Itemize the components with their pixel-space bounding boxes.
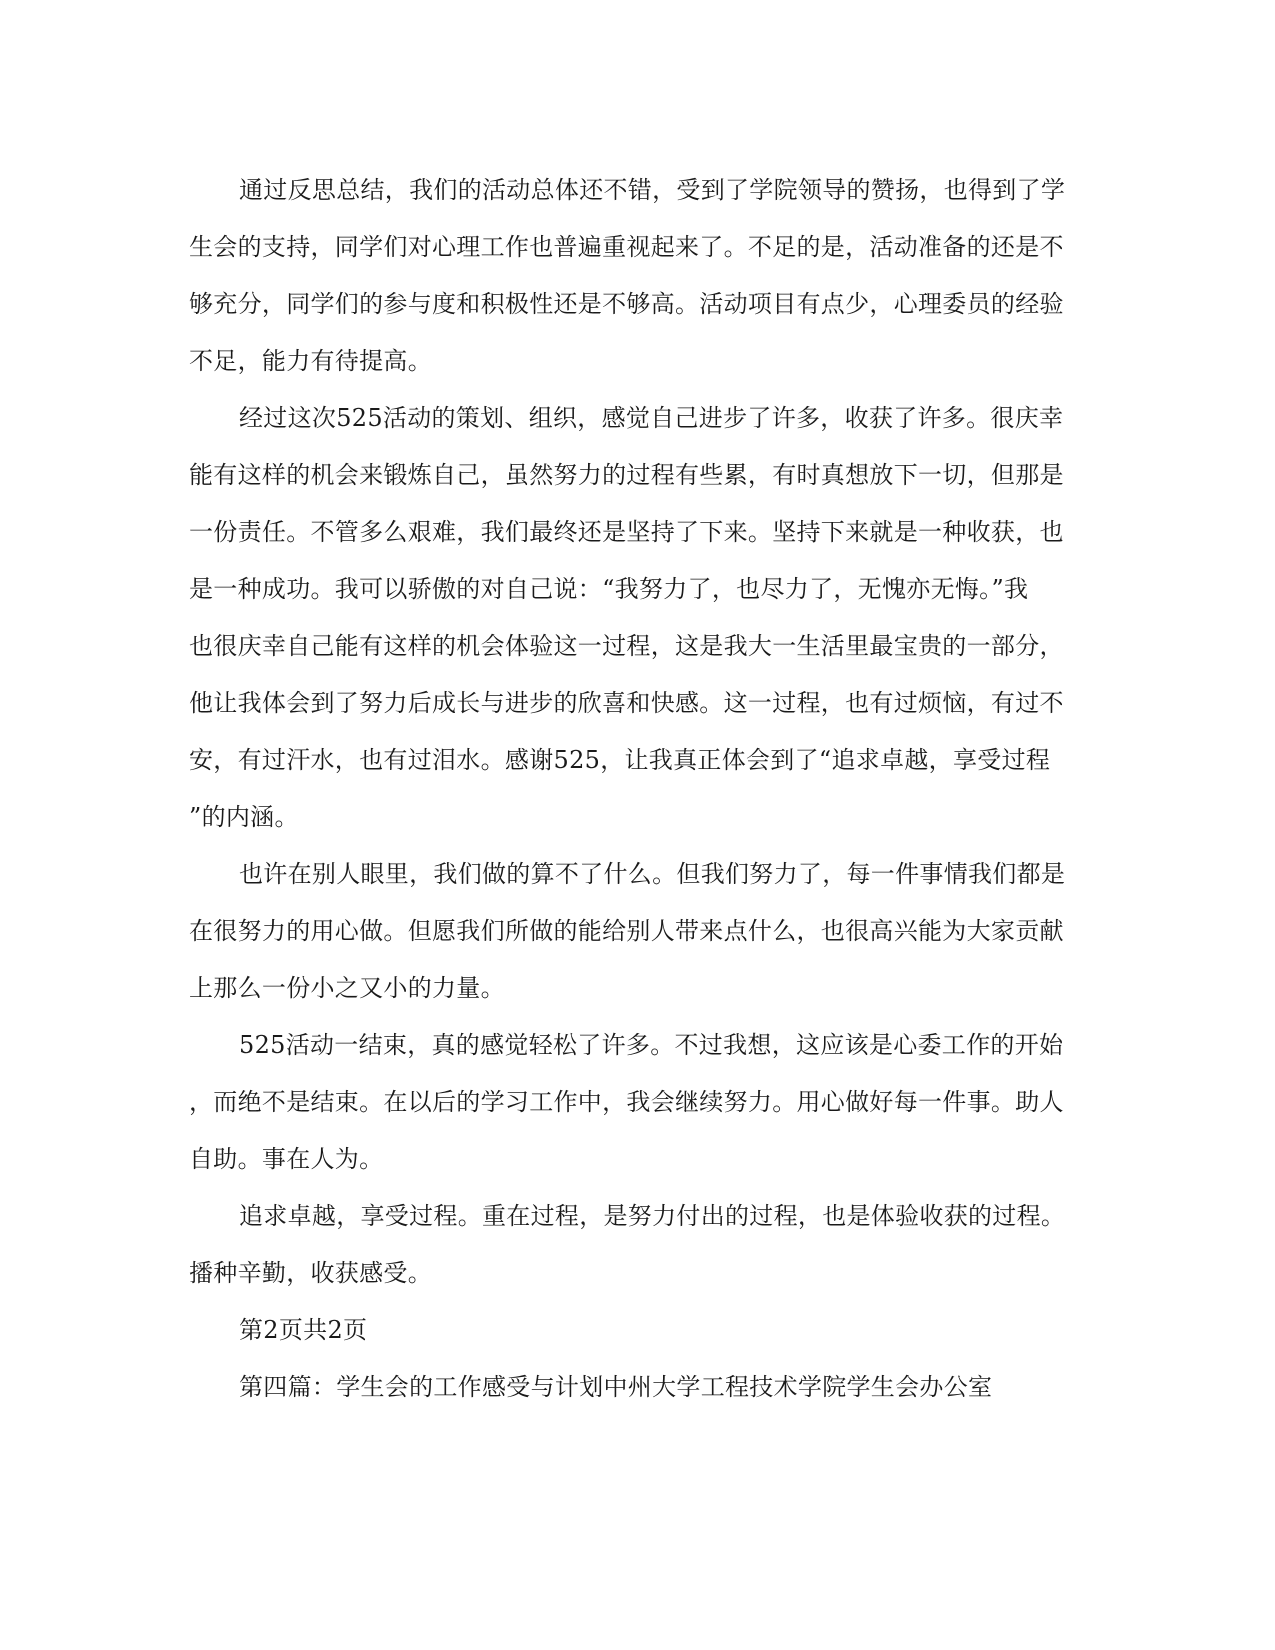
paragraph-3-line-2: 在很努力的用心做。但愿我们所做的能给别人带来点什么，也很高兴能为大家贡献 (189, 917, 1064, 945)
paragraph-2-line-5: 也很庆幸自己能有这样的机会体验这一过程，这是我大一生活里最宝贵的一部分， (189, 632, 1064, 660)
paragraph-2-line-6: 他让我体会到了努力后成长与进步的欣喜和快感。这一过程，也有过烦恼，有过不 (189, 689, 1064, 717)
paragraph-1-line-2: 生会的支持，同学们对心理工作也普遍重视起来了。不足的是，活动准备的还是不 (189, 233, 1064, 261)
page-number: 第2页共2页 (239, 1316, 368, 1344)
paragraph-4-line-3: 自助。事在人为。 (189, 1145, 384, 1173)
paragraph-2-line-8: ”的内涵。 (189, 803, 299, 831)
paragraph-3-line-1: 也许在别人眼里，我们做的算不了什么。但我们努力了，每一件事情我们都是 (239, 860, 1066, 888)
paragraph-3-line-3: 上那么一份小之又小的力量。 (189, 974, 505, 1002)
paragraph-2-line-1: 经过这次525活动的策划、组织，感觉自己进步了许多，收获了许多。很庆幸 (239, 404, 1064, 432)
paragraph-4-line-2: ，而绝不是结束。在以后的学习工作中，我会继续努力。用心做好每一件事。助人 (189, 1088, 1064, 1116)
paragraph-2-line-7: 安，有过汗水，也有过泪水。感谢525，让我真正体会到了“追求卓越，享受过程 (189, 746, 1051, 774)
section-heading: 第四篇：学生会的工作感受与计划中州大学工程技术学院学生会办公室 (239, 1373, 993, 1401)
paragraph-1-line-3: 够充分，同学们的参与度和积极性还是不够高。活动项目有点少，心理委员的经验 (189, 290, 1064, 318)
paragraph-5-line-2: 播种辛勤，收获感受。 (189, 1259, 432, 1287)
paragraph-2-line-4: 是一种成功。我可以骄傲的对自己说：“我努力了，也尽力了，无愧亦无悔。”我 (189, 575, 1029, 603)
paragraph-1-line-1: 通过反思总结，我们的活动总体还不错，受到了学院领导的赞扬，也得到了学 (239, 176, 1066, 204)
paragraph-2-line-3: 一份责任。不管多么艰难，我们最终还是坚持了下来。坚持下来就是一种收获，也 (189, 518, 1064, 546)
paragraph-5-line-1: 追求卓越，享受过程。重在过程，是努力付出的过程，也是体验收获的过程。 (239, 1202, 1066, 1230)
paragraph-2-line-2: 能有这样的机会来锻炼自己，虽然努力的过程有些累，有时真想放下一切，但那是 (189, 461, 1064, 489)
paragraph-4-line-1: 525活动一结束，真的感觉轻松了许多。不过我想，这应该是心委工作的开始 (239, 1031, 1064, 1059)
paragraph-1-line-4: 不足，能力有待提高。 (189, 347, 432, 375)
